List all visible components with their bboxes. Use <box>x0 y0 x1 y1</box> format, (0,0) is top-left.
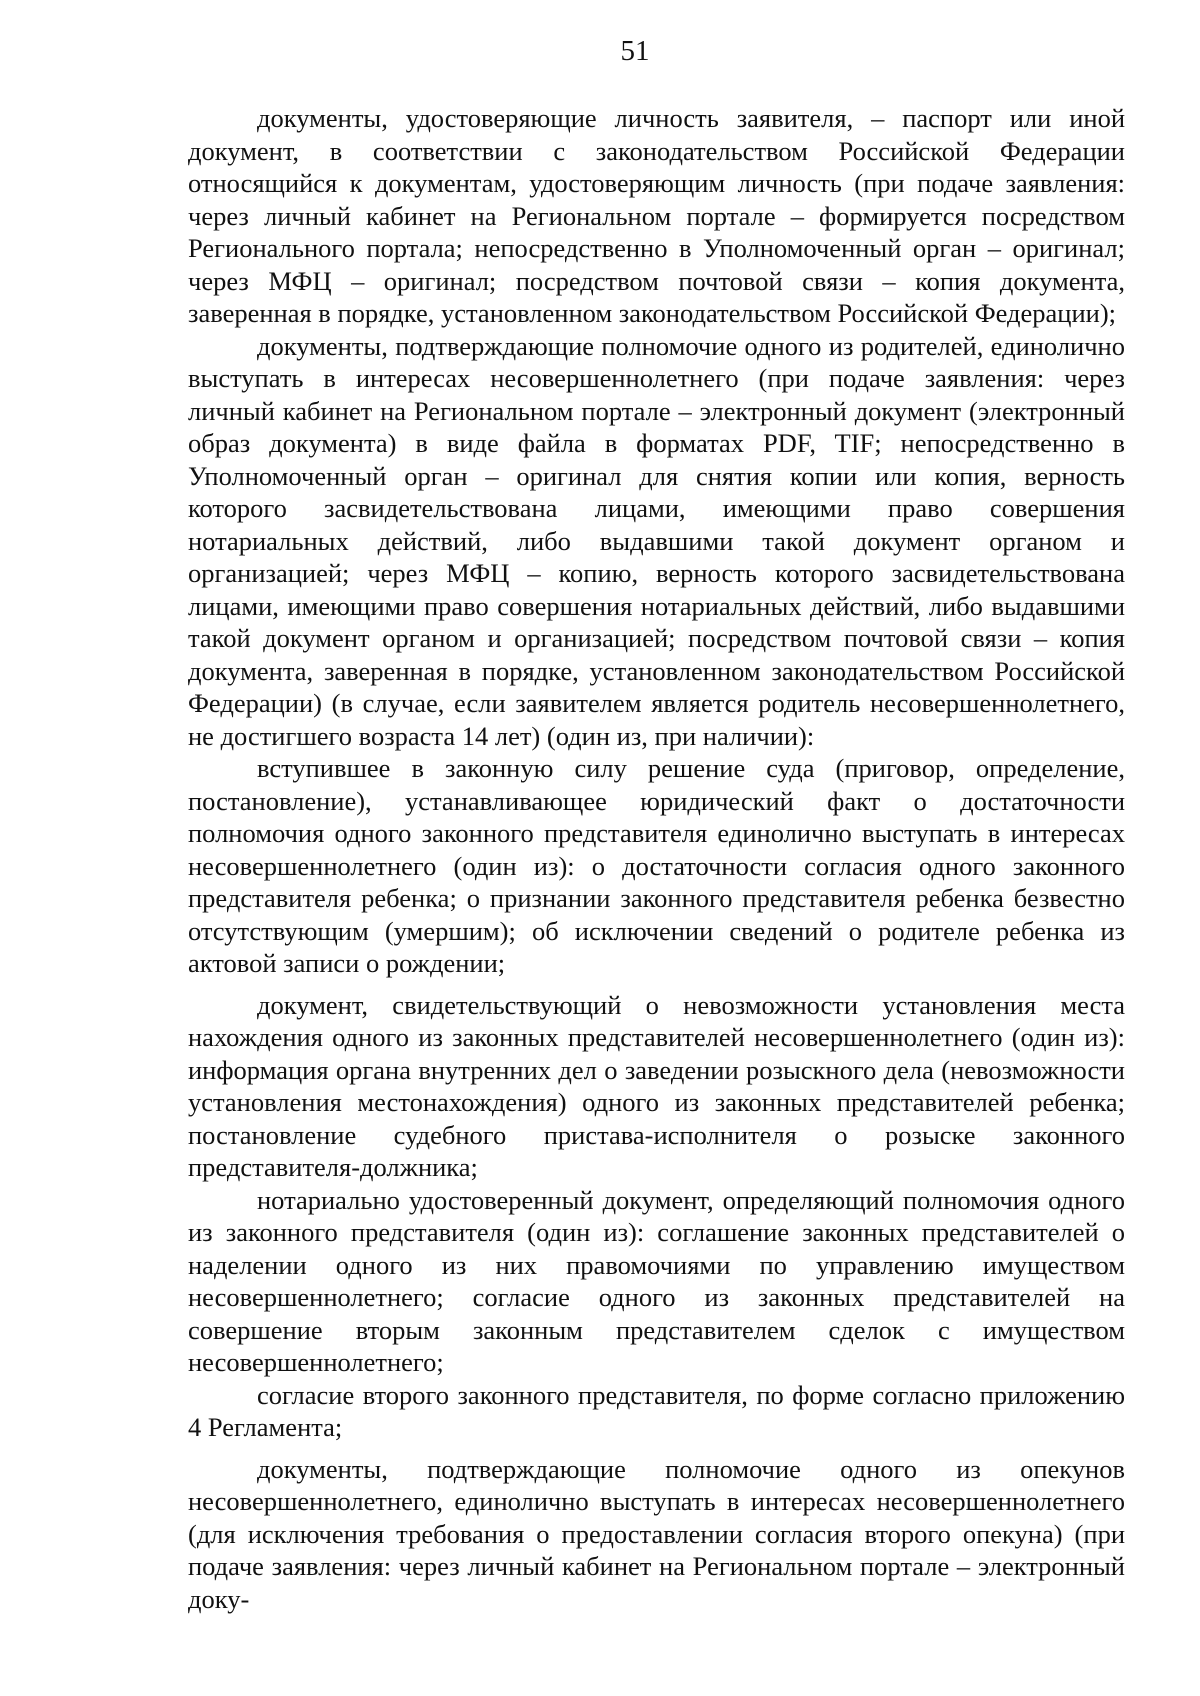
paragraph-identity-documents: документы, удостоверяющие личность заявителя, – паспорт или иной документ, в соответствии с законодательством Российской Федерации относящийся к документам, удостоверяющим личность (при подаче заявления: через личный кабинет на Региональном портале – формируется посредством Регионального портала; непосредственно в Уполномоченный орган – оригинал; через МФЦ – оригинал; посредством почтовой связи – копия документа, заверенная в порядке, установленном законодательством Российской Федерации); <box>188 103 1125 328</box>
paragraph-parent-authority: документы, подтверждающие полномочие одного из родителей, единолично выступать в интересах несовершеннолетнего (при подаче заявления: через личный кабинет на Региональном портале – электронный документ (электронный образ документа) в виде файла в форматах PDF, TIF; непосредственно в Уполномоченный орган – оригинал для снятия копии или копия, верность которого засвидетельствована лицами, имеющими право совершения нотариальных действий, либо выдавшими такой документ органом и организацией; через МФЦ – копию, верность которого засвидетельствована лицами, имеющими право совершения нотариальных действий, либо выдавшими такой документ органом и организацией; посредством почтовой связи – копия документа, заверенная в порядке, установленном законодательством Российской Федерации) (в случае, если заявителем является родитель несовершеннолетнего, не достигшего возраста 14 лет) (один из, при наличии): <box>188 330 1125 751</box>
paragraph-court-decision: вступившее в законную силу решение суда (приговор, определение, постановление), устанавливающее юридический факт о достаточности полномочия одного законного представителя единолично выступать в интересах несовершеннолетнего (один из): о достаточности согласия одного законного представителя ребенка; о признании законного представителя ребенка безвестно отсутствующим (умершим); об исключении сведений о родителе ребенка из актовой записи о рождении; <box>188 753 1125 978</box>
paragraph-second-representative-consent: согласие второго законного представителя, по форме согласно приложению 4 Регламента; <box>188 1379 1125 1442</box>
page-number: 51 <box>620 35 650 67</box>
paragraph-notarized-document: нотариально удостоверенный документ, определяющий полномочия одного из законного представителя (один из): соглашение законных представителей о наделении одного из них правомочиями по управлению имуществом несовершеннолетнего; согласие одного из законных представителей на совершение вторым законным представителем сделок с имуществом несовершеннолетнего; <box>188 1184 1125 1377</box>
paragraph-location-impossibility: документ, свидетельствующий о невозможности установления места нахождения одного из законных представителей несовершеннолетнего (один из): информация органа внутренних дел о заведении розыскного дела (невозможности установления местонахождения) одного из законных представителей ребенка; постановление судебного пристава-исполнителя о розыске законного представителя-должника; <box>188 989 1125 1182</box>
document-body <box>188 102 1125 1615</box>
paragraph-guardian-authority: документы, подтверждающие полномочие одного из опекунов несовершеннолетнего, единолично выступать в интересах несовершеннолетнего (для исключения требования о предоставлении согласия второго опекуна) (при подаче заявления: через личный кабинет на Региональном портале – электронный доку- <box>188 1453 1125 1614</box>
